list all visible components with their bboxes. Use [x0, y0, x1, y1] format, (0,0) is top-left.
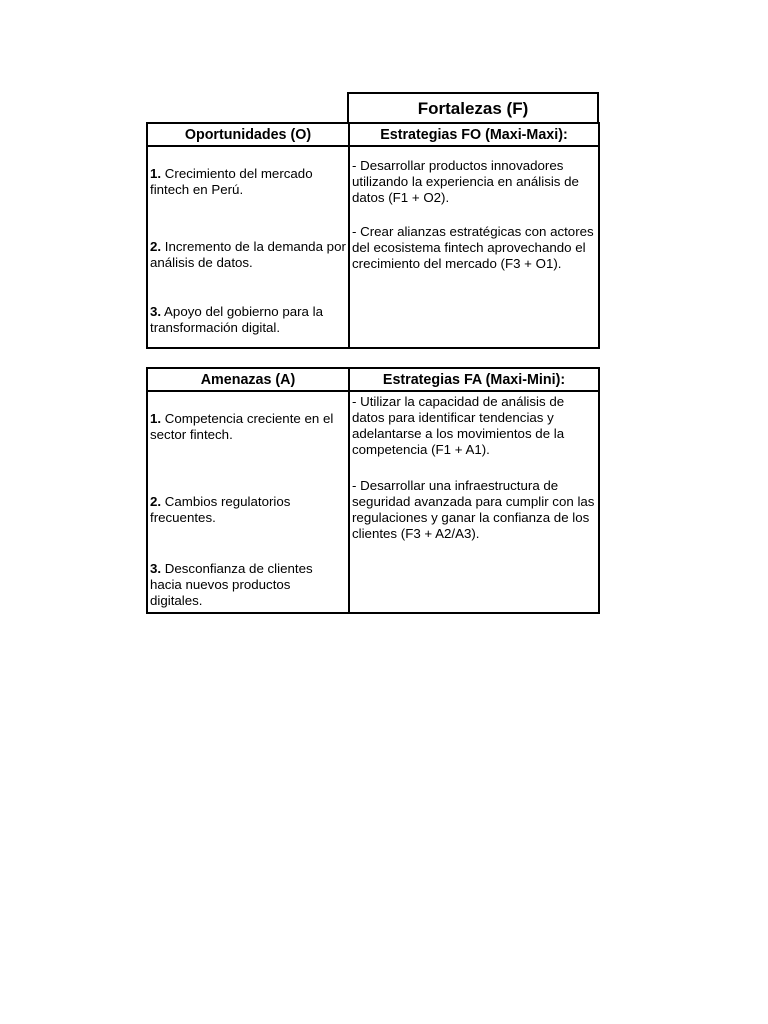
- estrategias-fa-header: Estrategias FA (Maxi-Mini):: [349, 368, 599, 391]
- amenaza-item-2: 2. Cambios regulatorios frecuentes.: [150, 494, 291, 525]
- amenaza-item-3: 3. Desconfianza de clientes hacia nuevos productos digitales.: [150, 561, 313, 608]
- estrategias-fo-header: Estrategias FO (Maxi-Maxi):: [349, 123, 599, 146]
- oportunidad-item-2: 2. Incremento de la demanda por análisis de datos.: [150, 239, 346, 270]
- amenaza-item-1: 1. Competencia creciente en el sector fintech.: [150, 411, 334, 442]
- fo-table: [146, 122, 600, 349]
- estrategia-fo-1: - Desarrollar productos innovadores utilizando la experiencia en análisis de datos (F1 + O2).: [352, 158, 579, 205]
- estrategia-fo-2: - Crear alianzas estratégicas con actores del ecosistema fintech aprovechando el crecimiento del mercado (F3 + O1).: [352, 224, 594, 271]
- oportunidades-header: Oportunidades (O): [147, 123, 349, 146]
- amenazas-cell: [147, 391, 349, 613]
- oportunidad-item-1: 1. Crecimiento del mercado fintech en Perú.: [150, 166, 313, 197]
- fa-header-row: [147, 368, 599, 391]
- estrategia-fa-2: - Desarrollar una infraestructura de seguridad avanzada para cumplir con las regulaciones y ganar la confianza de los clientes (F3 + A2/A3).: [352, 478, 595, 541]
- oportunidad-item-3: 3. Apoyo del gobierno para la transformación digital.: [150, 304, 323, 335]
- fa-body-row: [147, 391, 599, 613]
- fa-table: [146, 367, 600, 614]
- oportunidades-cell: [147, 146, 349, 348]
- amenazas-header: Amenazas (A): [147, 368, 349, 391]
- fo-header-row: [147, 123, 599, 146]
- estrategia-fa-1: - Utilizar la capacidad de análisis de datos para identificar tendencias y adelantarse a los movimientos de la competencia (F1 + A1).: [352, 394, 565, 457]
- fortalezas-header: Fortalezas (F): [347, 92, 599, 123]
- fo-body-row: [147, 146, 599, 348]
- estrategias-fa-cell: [349, 391, 599, 613]
- estrategias-fo-cell: [349, 146, 599, 348]
